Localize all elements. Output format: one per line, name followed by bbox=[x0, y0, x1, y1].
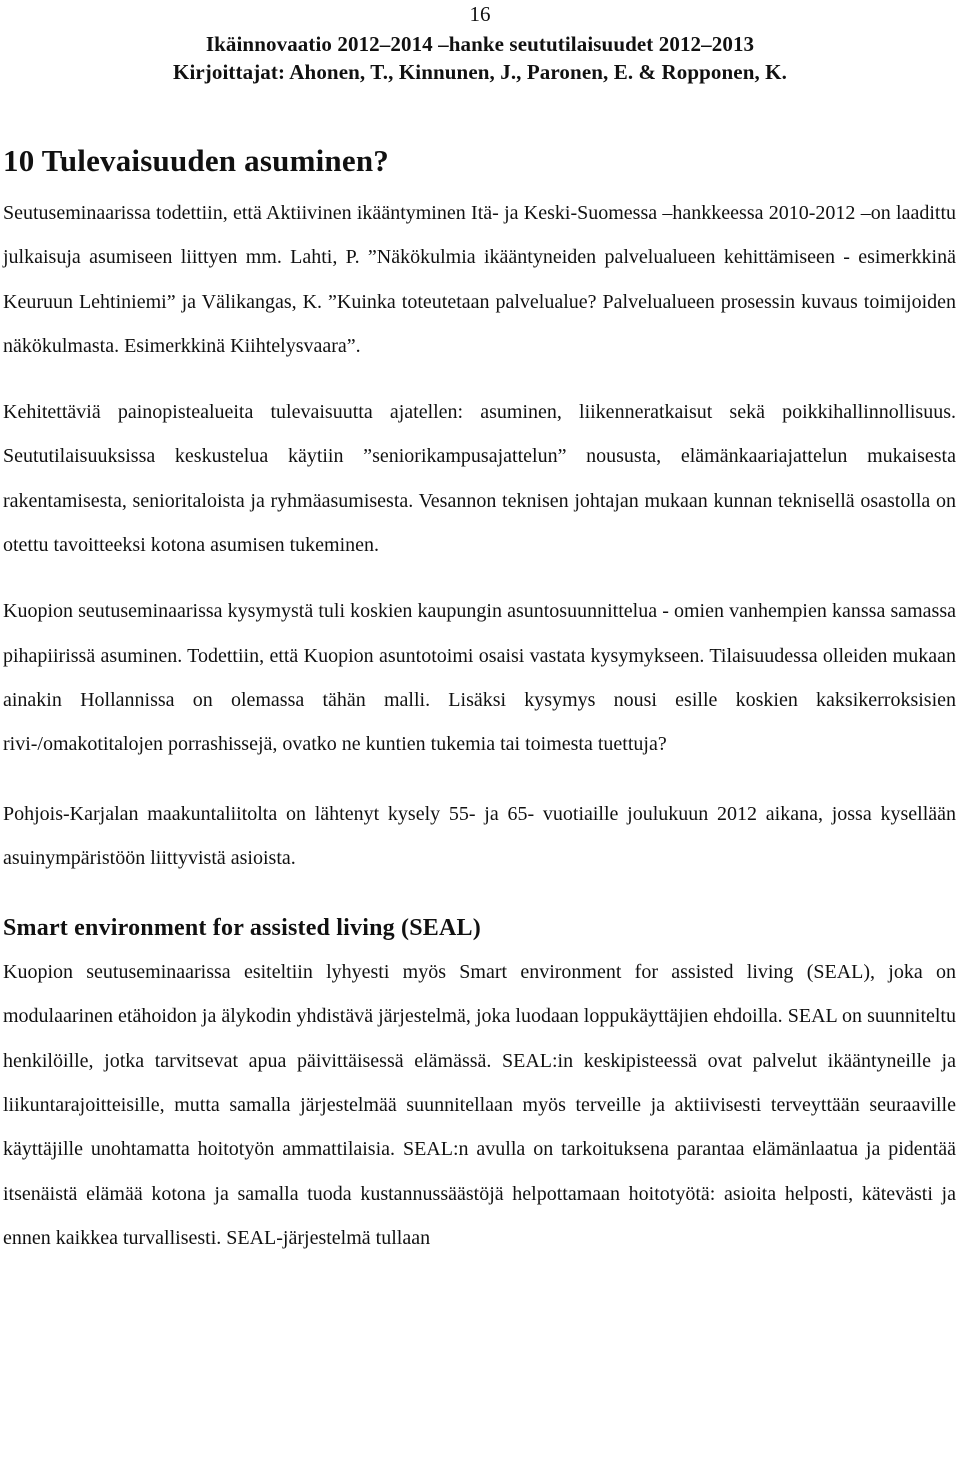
paragraph-kuopio-housing: Kuopion seutuseminaarissa kysymystä tuli koskien kaupungin asuntosuunnittelua - omien vanhempien kanssa samassa pihapiirissä asuminen. Todettiin, että Kuopion asuntotoimi osaisi vastata kysymykseen. Tilaisuudessa olleiden mukaan ainakin Hollannissa on olemassa tähän malli. Lisäksi kysymys nousi esille koskien kaksikerroksisien rivi-/omakotitalojen porrashissejä, ovatko ne kuntien tukemia tai toimesta tuettuja? bbox=[3, 600, 956, 756]
paragraph-seal: Kuopion seutuseminaarissa esiteltiin lyhyesti myös Smart environment for assisted living (SEAL), joka on modulaarinen etähoidon ja älykodin yhdistävä järjestelmä, joka luodaan loppukäyttäjien ehdoilla. SEAL on suunniteltu henkilöille, jotka tarvitsevat apua päivittäisessä elämässä. SEAL:in keskipisteessä ovat palvelut ikääntyneille ja liikuntarajoitteisille, mutta samalla järjestelmää suunnitellaan myös terveille ja aktiivisesti terveyttään seuraaville käyttäjille unohtamatta hoitotyön ammattilaisia. SEAL:n avulla on tarkoituksena parantaa elämänlaatua ja pidentää itsenäistä elämää kotona ja samalla tuoda kustannussäästöjä helpottamaan hoitotyötä: asioita helposti, kätevästi ja ennen kaikkea turvallisesti. SEAL-järjestelmä tullaan bbox=[3, 961, 956, 1249]
page-number: 16 bbox=[469, 2, 491, 26]
paragraph-development-areas: Kehitettäviä painopistealueita tulevaisuutta ajatellen: asuminen, liikenneratkaisut sekä poikkihallinnollisuus. Seututilaisuuksissa keskustelua käytiin ”seniorikampusajattelun” noususta, elämänkaariajattelun mukaisesta rakentamisesta, senioritaloista ja ryhmäasumisesta. Vesannon teknisen johtajan mukaan kunnan teknisellä osastolla on otettu tavoitteeksi kotona asumisen tukeminen. bbox=[3, 401, 956, 557]
paragraph-publications: Seutuseminaarissa todettiin, että Aktiivinen ikääntyminen Itä- ja Keski-Suomessa –hankkeessa 2010-2012 –on laadittu julkaisuja asumiseen liittyen mm. Lahti, P. ”Näkökulmia ikääntyneiden palvelualueen kehittämiseen - esimerkkinä Keuruun Lehtiniemi” ja Välikangas, K. ”Kuinka toteutetaan palvelualue? Palvelualueen prosessin kuvaus toimijoiden näkökulmasta. Esimerkkinä Kiihtelysvaara”. bbox=[3, 202, 956, 357]
project-header-line: Ikäinnovaatio 2012–2014 –hanke seututilaisuudet 2012–2013 bbox=[205, 32, 755, 56]
paragraph-pohjois-karjala-survey: Pohjois-Karjalan maakuntaliitolta on lähtenyt kysely 55- ja 65- vuotiaille joulukuun 2012 aikana, jossa kysellään asuinympäristöön liittyvistä asioista. bbox=[3, 802, 956, 869]
authors-header-line: Kirjoittajat: Ahonen, T., Kinnunen, J., Paronen, E. & Ropponen, K. bbox=[173, 60, 787, 84]
subsection-heading: Smart environment for assisted living (SEAL) bbox=[3, 915, 481, 942]
subsection-heading-wrapper bbox=[3, 910, 956, 946]
section-heading: 10 Tulevaisuuden asuminen? bbox=[3, 143, 389, 178]
page-content bbox=[3, 139, 956, 1260]
